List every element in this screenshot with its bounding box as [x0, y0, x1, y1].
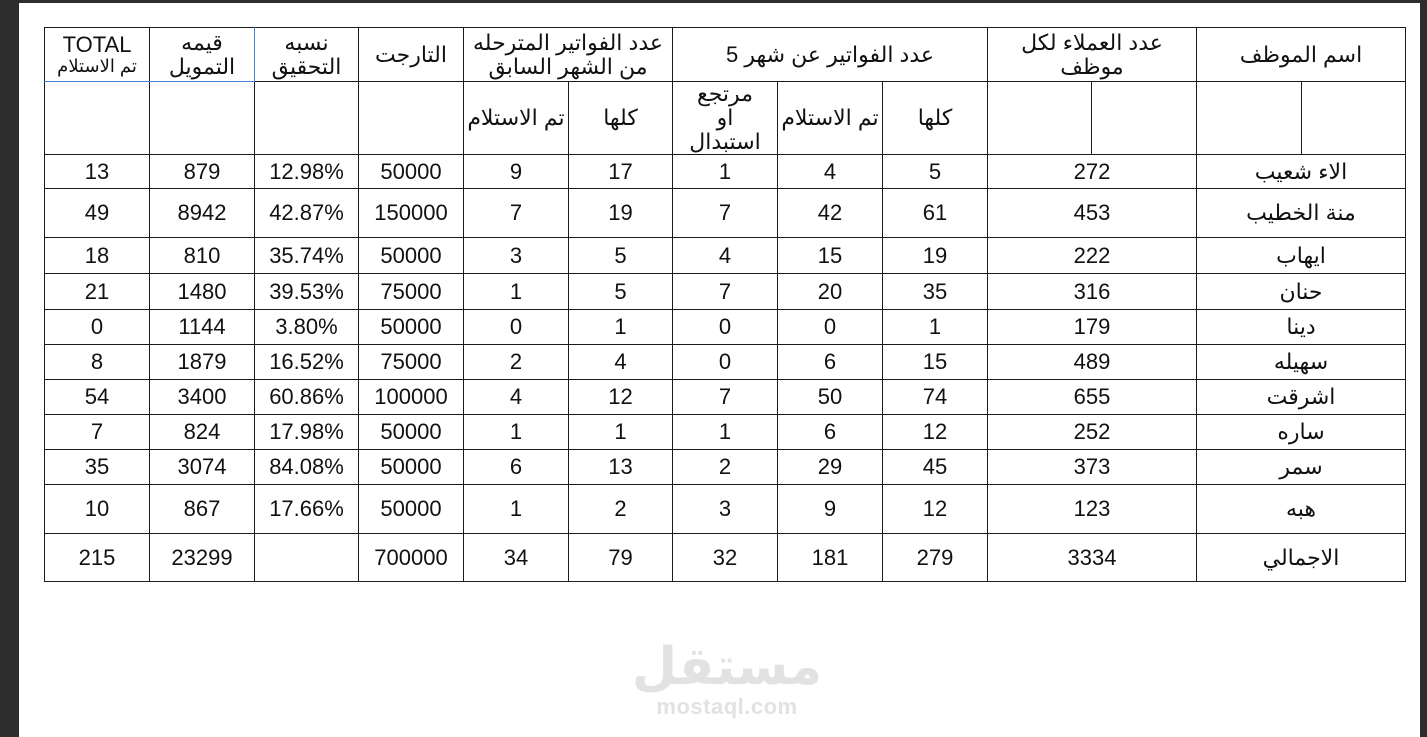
cell-m5-all[interactable]: 19 [883, 238, 988, 274]
cell-ratio[interactable]: 3.80% [255, 310, 359, 345]
cell-m5-received[interactable]: 6 [778, 345, 883, 380]
sub-header-month5-returned[interactable]: مرتجع او استبدال [673, 82, 778, 155]
cell-m5-returned[interactable]: 0 [673, 310, 778, 345]
cell-m5-returned[interactable]: 1 [673, 155, 778, 189]
cell-target[interactable]: 50000 [359, 485, 464, 534]
watermark-domain: mostaql.com [656, 694, 798, 719]
cell-m5-returned[interactable]: 0 [673, 345, 778, 380]
cell-ratio[interactable]: 17.98% [255, 415, 359, 450]
table-row [45, 380, 1406, 415]
cell-m5-all[interactable]: 12 [883, 415, 988, 450]
cell-customers[interactable]: 453 [988, 189, 1197, 238]
sub-empty[interactable] [1302, 82, 1406, 155]
cell-carried-all[interactable]: 13 [569, 450, 673, 485]
cell-target[interactable]: 50000 [359, 450, 464, 485]
cell-ratio[interactable]: 12.98% [255, 155, 359, 189]
table-row [45, 238, 1406, 274]
cell-m5-returned[interactable]: 7 [673, 189, 778, 238]
cell-ratio[interactable]: 17.66% [255, 485, 359, 534]
cell-total-received[interactable]: 49 [45, 189, 150, 238]
totals-row [45, 534, 1406, 582]
cell-carried-all[interactable]: 2 [569, 485, 673, 534]
header-total-received[interactable]: TOTAL تم الاستلام [45, 28, 150, 82]
table-row [45, 155, 1406, 189]
cell-employee-name[interactable]: الاء شعيب [1197, 155, 1406, 189]
cell-customers[interactable]: 222 [988, 238, 1197, 274]
cell-ratio[interactable]: 60.86% [255, 380, 359, 415]
cell-employee-name[interactable]: دينا [1197, 310, 1406, 345]
table-row [45, 450, 1406, 485]
cell-carried-all[interactable]: 19 [569, 189, 673, 238]
total-target[interactable]: 700000 [359, 534, 464, 582]
cell-carried-received[interactable]: 1 [464, 415, 569, 450]
total-carried-all[interactable]: 79 [569, 534, 673, 582]
cell-target[interactable]: 100000 [359, 380, 464, 415]
sub-header-month5-received[interactable]: تم الاستلام [778, 82, 883, 155]
total-ratio[interactable] [255, 534, 359, 582]
cell-carried-received[interactable]: 4 [464, 380, 569, 415]
cell-carried-all[interactable]: 1 [569, 415, 673, 450]
total-m5-received[interactable]: 181 [778, 534, 883, 582]
cell-ratio[interactable]: 84.08% [255, 450, 359, 485]
cell-financing[interactable]: 879 [150, 155, 255, 189]
cell-total-received[interactable]: 13 [45, 155, 150, 189]
cell-m5-all[interactable]: 1 [883, 310, 988, 345]
cell-carried-received[interactable]: 1 [464, 274, 569, 310]
cell-carried-all[interactable]: 4 [569, 345, 673, 380]
cell-customers[interactable]: 373 [988, 450, 1197, 485]
cell-ratio[interactable]: 35.74% [255, 238, 359, 274]
sub-header-carried-all[interactable]: كلها [569, 82, 673, 155]
header-carried-invoices[interactable]: عدد الفواتير المترحله من الشهر السابق [464, 28, 673, 82]
cell-financing[interactable]: 867 [150, 485, 255, 534]
cell-m5-received[interactable]: 6 [778, 415, 883, 450]
cell-total-received[interactable]: 8 [45, 345, 150, 380]
cell-carried-all[interactable]: 12 [569, 380, 673, 415]
document-page [19, 3, 1420, 737]
cell-m5-returned[interactable]: 4 [673, 238, 778, 274]
cell-m5-received[interactable]: 42 [778, 189, 883, 238]
cell-customers[interactable]: 655 [988, 380, 1197, 415]
cell-m5-received[interactable]: 50 [778, 380, 883, 415]
cell-m5-all[interactable]: 35 [883, 274, 988, 310]
cell-m5-received[interactable]: 20 [778, 274, 883, 310]
header-row-groups [45, 28, 1406, 82]
cell-m5-all[interactable]: 61 [883, 189, 988, 238]
cell-m5-all[interactable]: 12 [883, 485, 988, 534]
header-achievement-ratio[interactable]: نسبه التحقيق [255, 28, 359, 82]
cell-m5-all[interactable]: 45 [883, 450, 988, 485]
total-carried-received[interactable]: 34 [464, 534, 569, 582]
cell-total-received[interactable]: 54 [45, 380, 150, 415]
cell-ratio[interactable]: 39.53% [255, 274, 359, 310]
cell-total-received[interactable]: 10 [45, 485, 150, 534]
cell-employee-name[interactable]: سهيله [1197, 345, 1406, 380]
cell-target[interactable]: 75000 [359, 274, 464, 310]
cell-financing[interactable]: 3400 [150, 380, 255, 415]
header-customers-per-employee[interactable]: عدد العملاء لكل موظف [988, 28, 1197, 82]
total-label[interactable]: الاجمالي [1197, 534, 1406, 582]
sub-empty[interactable] [1092, 82, 1197, 155]
cell-m5-returned[interactable]: 1 [673, 415, 778, 450]
cell-m5-received[interactable]: 9 [778, 485, 883, 534]
cell-carried-received[interactable]: 3 [464, 238, 569, 274]
cell-target[interactable]: 50000 [359, 155, 464, 189]
table-row [45, 415, 1406, 450]
cell-target[interactable]: 150000 [359, 189, 464, 238]
cell-total-received[interactable]: 18 [45, 238, 150, 274]
cell-m5-received[interactable]: 4 [778, 155, 883, 189]
cell-m5-returned[interactable]: 7 [673, 380, 778, 415]
cell-employee-name[interactable]: اشرقت [1197, 380, 1406, 415]
cell-carried-received[interactable]: 2 [464, 345, 569, 380]
cell-ratio[interactable]: 42.87% [255, 189, 359, 238]
table-row [45, 485, 1406, 534]
total-m5-all[interactable]: 279 [883, 534, 988, 582]
cell-carried-received[interactable]: 7 [464, 189, 569, 238]
cell-employee-name[interactable]: حنان [1197, 274, 1406, 310]
total-financing[interactable]: 23299 [150, 534, 255, 582]
cell-employee-name[interactable]: سمر [1197, 450, 1406, 485]
sub-header-month5-all[interactable]: كلها [883, 82, 988, 155]
employee-invoices-table [44, 27, 1406, 582]
cell-carried-received[interactable]: 9 [464, 155, 569, 189]
cell-target[interactable]: 50000 [359, 238, 464, 274]
cell-financing[interactable]: 824 [150, 415, 255, 450]
sub-empty[interactable] [150, 82, 255, 155]
sub-empty[interactable] [255, 82, 359, 155]
cell-total-received[interactable]: 21 [45, 274, 150, 310]
cell-employee-name[interactable]: ساره [1197, 415, 1406, 450]
cell-carried-all[interactable]: 1 [569, 310, 673, 345]
cell-customers[interactable]: 489 [988, 345, 1197, 380]
table-row [45, 345, 1406, 380]
header-month5-invoices[interactable]: عدد الفواتير عن شهر 5 [673, 28, 988, 82]
cell-carried-all[interactable]: 5 [569, 274, 673, 310]
mostaql-watermark [627, 639, 827, 719]
cell-carried-received[interactable]: 0 [464, 310, 569, 345]
cell-target[interactable]: 50000 [359, 310, 464, 345]
header-employee-name[interactable]: اسم الموظف [1197, 28, 1406, 82]
cell-employee-name[interactable]: منة الخطيب [1197, 189, 1406, 238]
header-row-sub [45, 82, 1406, 155]
total-m5-returned[interactable]: 32 [673, 534, 778, 582]
cell-ratio[interactable]: 16.52% [255, 345, 359, 380]
sub-empty[interactable] [988, 82, 1092, 155]
cell-m5-received[interactable]: 15 [778, 238, 883, 274]
watermark-arabic-logo: مستقل [631, 637, 823, 697]
cell-carried-received[interactable]: 6 [464, 450, 569, 485]
cell-m5-returned[interactable]: 7 [673, 274, 778, 310]
total-total-received[interactable]: 215 [45, 534, 150, 582]
cell-m5-received[interactable]: 29 [778, 450, 883, 485]
total-customers[interactable]: 3334 [988, 534, 1197, 582]
cell-customers[interactable]: 252 [988, 415, 1197, 450]
cell-employee-name[interactable]: هبه [1197, 485, 1406, 534]
header-target[interactable]: التارجت [359, 28, 464, 82]
cell-total-received[interactable]: 35 [45, 450, 150, 485]
cell-financing[interactable]: 1144 [150, 310, 255, 345]
table-row [45, 310, 1406, 345]
cell-total-received[interactable]: 7 [45, 415, 150, 450]
cell-m5-received[interactable]: 0 [778, 310, 883, 345]
cell-financing[interactable]: 810 [150, 238, 255, 274]
cell-target[interactable]: 50000 [359, 415, 464, 450]
cell-m5-all[interactable]: 74 [883, 380, 988, 415]
table-row [45, 189, 1406, 238]
cell-carried-received[interactable]: 1 [464, 485, 569, 534]
cell-target[interactable]: 75000 [359, 345, 464, 380]
cell-m5-returned[interactable]: 3 [673, 485, 778, 534]
cell-carried-all[interactable]: 5 [569, 238, 673, 274]
cell-financing[interactable]: 8942 [150, 189, 255, 238]
sub-empty[interactable] [45, 82, 150, 155]
cell-financing[interactable]: 3074 [150, 450, 255, 485]
sub-empty[interactable] [359, 82, 464, 155]
cell-financing[interactable]: 1879 [150, 345, 255, 380]
sub-empty[interactable] [1197, 82, 1302, 155]
cell-financing[interactable]: 1480 [150, 274, 255, 310]
cell-customers[interactable]: 316 [988, 274, 1197, 310]
cell-total-received[interactable]: 0 [45, 310, 150, 345]
cell-customers[interactable]: 272 [988, 155, 1197, 189]
cell-m5-all[interactable]: 5 [883, 155, 988, 189]
cell-employee-name[interactable]: ايهاب [1197, 238, 1406, 274]
cell-m5-returned[interactable]: 2 [673, 450, 778, 485]
table-row [45, 274, 1406, 310]
cell-carried-all[interactable]: 17 [569, 155, 673, 189]
cell-customers[interactable]: 123 [988, 485, 1197, 534]
cell-customers[interactable]: 179 [988, 310, 1197, 345]
header-financing-value[interactable]: قيمه التمويل [150, 28, 255, 82]
sub-header-carried-received[interactable]: تم الاستلام [464, 82, 569, 155]
cell-m5-all[interactable]: 15 [883, 345, 988, 380]
